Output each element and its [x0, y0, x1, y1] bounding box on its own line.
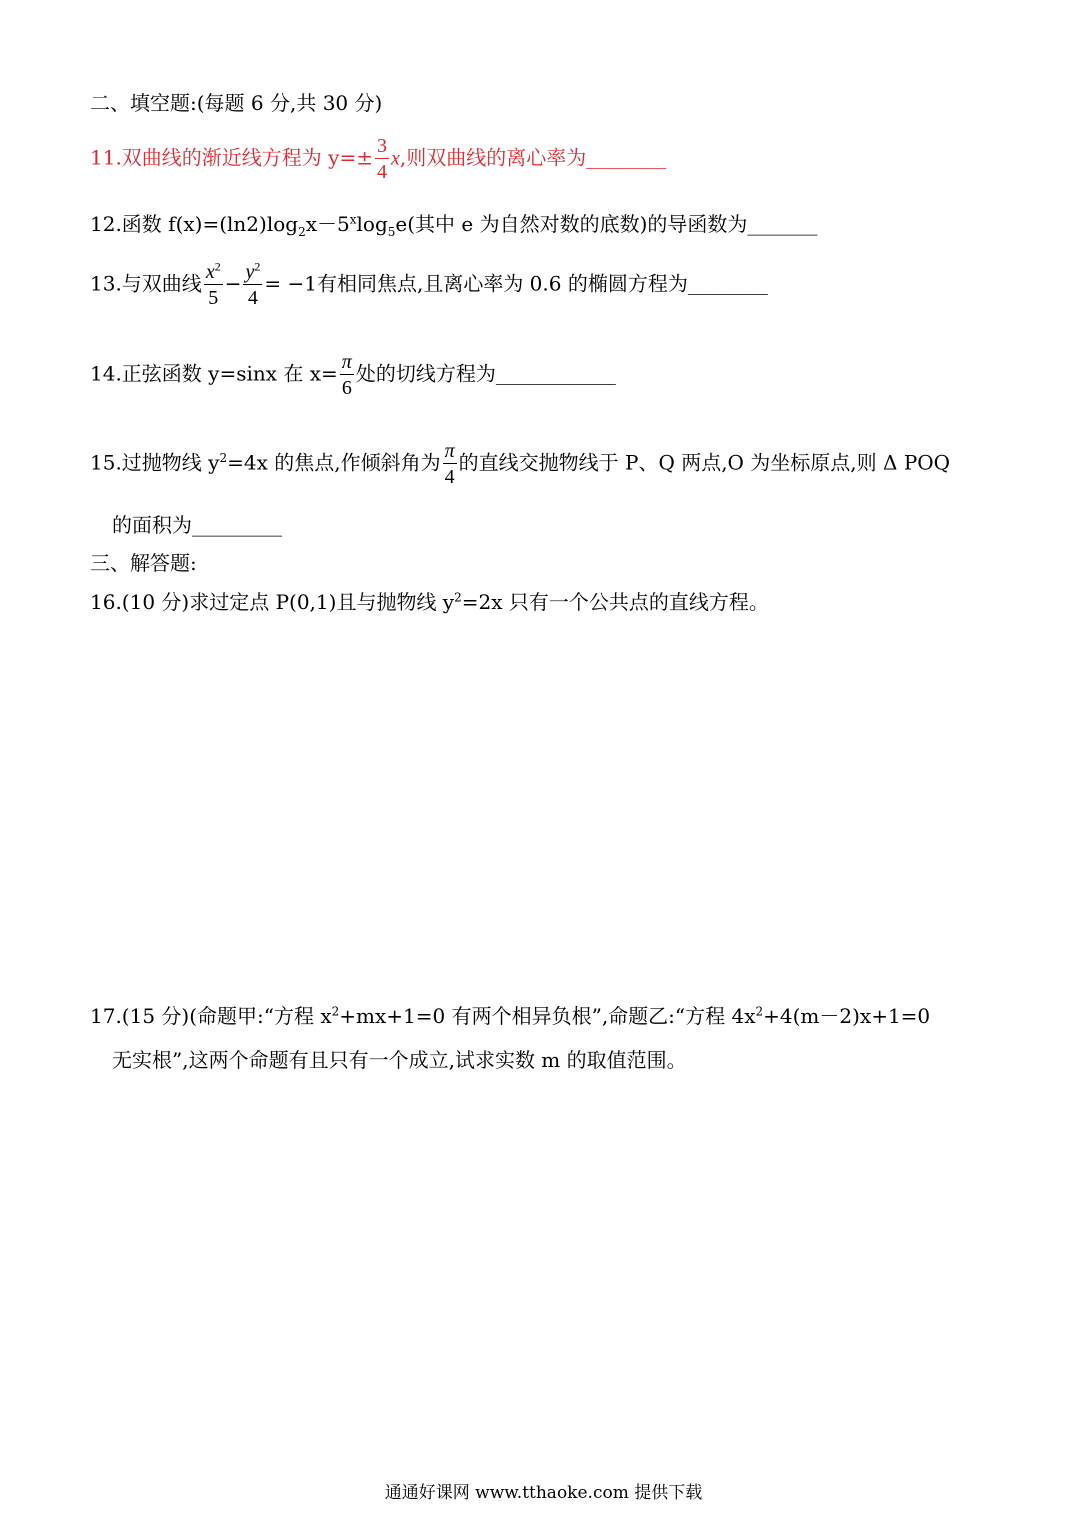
question-13: [90, 259, 768, 309]
q11-fraction: [375, 136, 389, 182]
section-3-title: 三、解答题:: [90, 551, 197, 575]
q11-fraction-denominator: 4: [376, 161, 387, 183]
q15-answer-blank: _________: [192, 513, 282, 537]
q17-text-3: +4(m－2)x+1=0: [763, 1004, 931, 1028]
q13-equals: = −1: [264, 271, 317, 296]
q13-fraction-1-denominator: 5: [208, 287, 219, 309]
section-2-title: 二、填空题:(每题 6 分,共 30 分): [90, 91, 383, 115]
q14-fraction-denominator: 6: [341, 377, 352, 399]
q13-fraction-2-numerator: y: [245, 261, 255, 283]
question-12: [90, 212, 818, 239]
q15-fraction-numerator: π: [444, 440, 455, 462]
question-11: [90, 136, 666, 182]
q15-text-2: =4x 的焦点,作倾斜角为: [227, 450, 441, 475]
q14-answer-blank: ____________: [495, 361, 616, 386]
q12-text-3: log: [356, 212, 388, 236]
q13-answer-blank: ________: [687, 271, 768, 296]
q11-variable: x: [390, 147, 400, 170]
q13-prefix: 13.与双曲线: [90, 271, 202, 296]
q13-fraction-1-numerator: x: [205, 261, 215, 283]
q14-suffix: 处的切线方程为: [355, 361, 496, 386]
q15-superscript: 2: [219, 450, 228, 465]
q12-answer-blank: _______: [747, 212, 818, 236]
question-14: [90, 352, 616, 398]
question-17: [90, 1006, 930, 1026]
q17-text-2: +mx+1=0 有两个相异负根”,命题乙:“方程 4x: [339, 1004, 756, 1028]
q12-text-1: 12.函数 f(x)=(ln2)log: [90, 212, 299, 236]
q11-prefix: 11.双曲线的渐近线方程为 y=±: [90, 145, 373, 170]
q17-superscript-1: 2: [331, 1004, 340, 1019]
q15-text-1: 15.过抛物线 y: [90, 450, 220, 475]
q11-fraction-numerator: 3: [376, 135, 387, 157]
q13-suffix: 有相同焦点,且离心率为 0.6 的椭圆方程为: [316, 271, 688, 296]
q12-subscript-2: 5: [387, 225, 396, 239]
q15-text-3: 的直线交抛物线于 P、Q 两点,O 为坐标原点,则 Δ POQ: [458, 450, 951, 475]
question-15-continuation: [112, 515, 282, 535]
q12-subscript-1: 2: [298, 225, 306, 239]
q11-answer-blank: ________: [586, 145, 667, 170]
q17-superscript-2: 2: [755, 1004, 764, 1019]
question-16: [90, 592, 769, 612]
q12-text-2: x－5: [305, 212, 350, 236]
q11-suffix: ,则双曲线的离心率为: [399, 145, 587, 170]
q12-text-4: e(其中 e 为自然对数的底数)的导函数为: [395, 212, 748, 236]
question-17-continuation: 无实根”,这两个命题有且只有一个成立,试求实数 m 的取值范围。: [112, 1048, 687, 1072]
q14-fraction: [340, 352, 354, 398]
q17-text-1: 17.(15 分)(命题甲:“方程 x: [90, 1004, 332, 1028]
q15-line-2: 的面积为: [112, 513, 192, 537]
q15-fraction: [443, 441, 457, 487]
q13-fraction-2: [243, 259, 262, 309]
q13-minus: −: [224, 271, 242, 296]
q13-fraction-1-exponent: 2: [214, 259, 221, 274]
page-footer: 通通好课网 www.tthaoke.com 提供下载: [384, 1483, 703, 1503]
question-15: [90, 441, 950, 487]
q13-fraction-1: [204, 259, 223, 309]
q15-fraction-denominator: 4: [444, 466, 455, 488]
q13-fraction-2-denominator: 4: [247, 287, 258, 309]
q12-superscript-1: x: [349, 212, 357, 227]
q14-prefix: 14.正弦函数 y=sinx 在 x=: [90, 361, 338, 386]
q13-fraction-2-exponent: 2: [254, 259, 261, 274]
q14-fraction-numerator: π: [341, 351, 352, 373]
q16-text-1: 16.(10 分)求过定点 P(0,1)且与抛物线 y: [90, 590, 455, 614]
q16-text-2: =2x 只有一个公共点的直线方程。: [461, 590, 769, 614]
q16-superscript: 2: [454, 590, 462, 605]
